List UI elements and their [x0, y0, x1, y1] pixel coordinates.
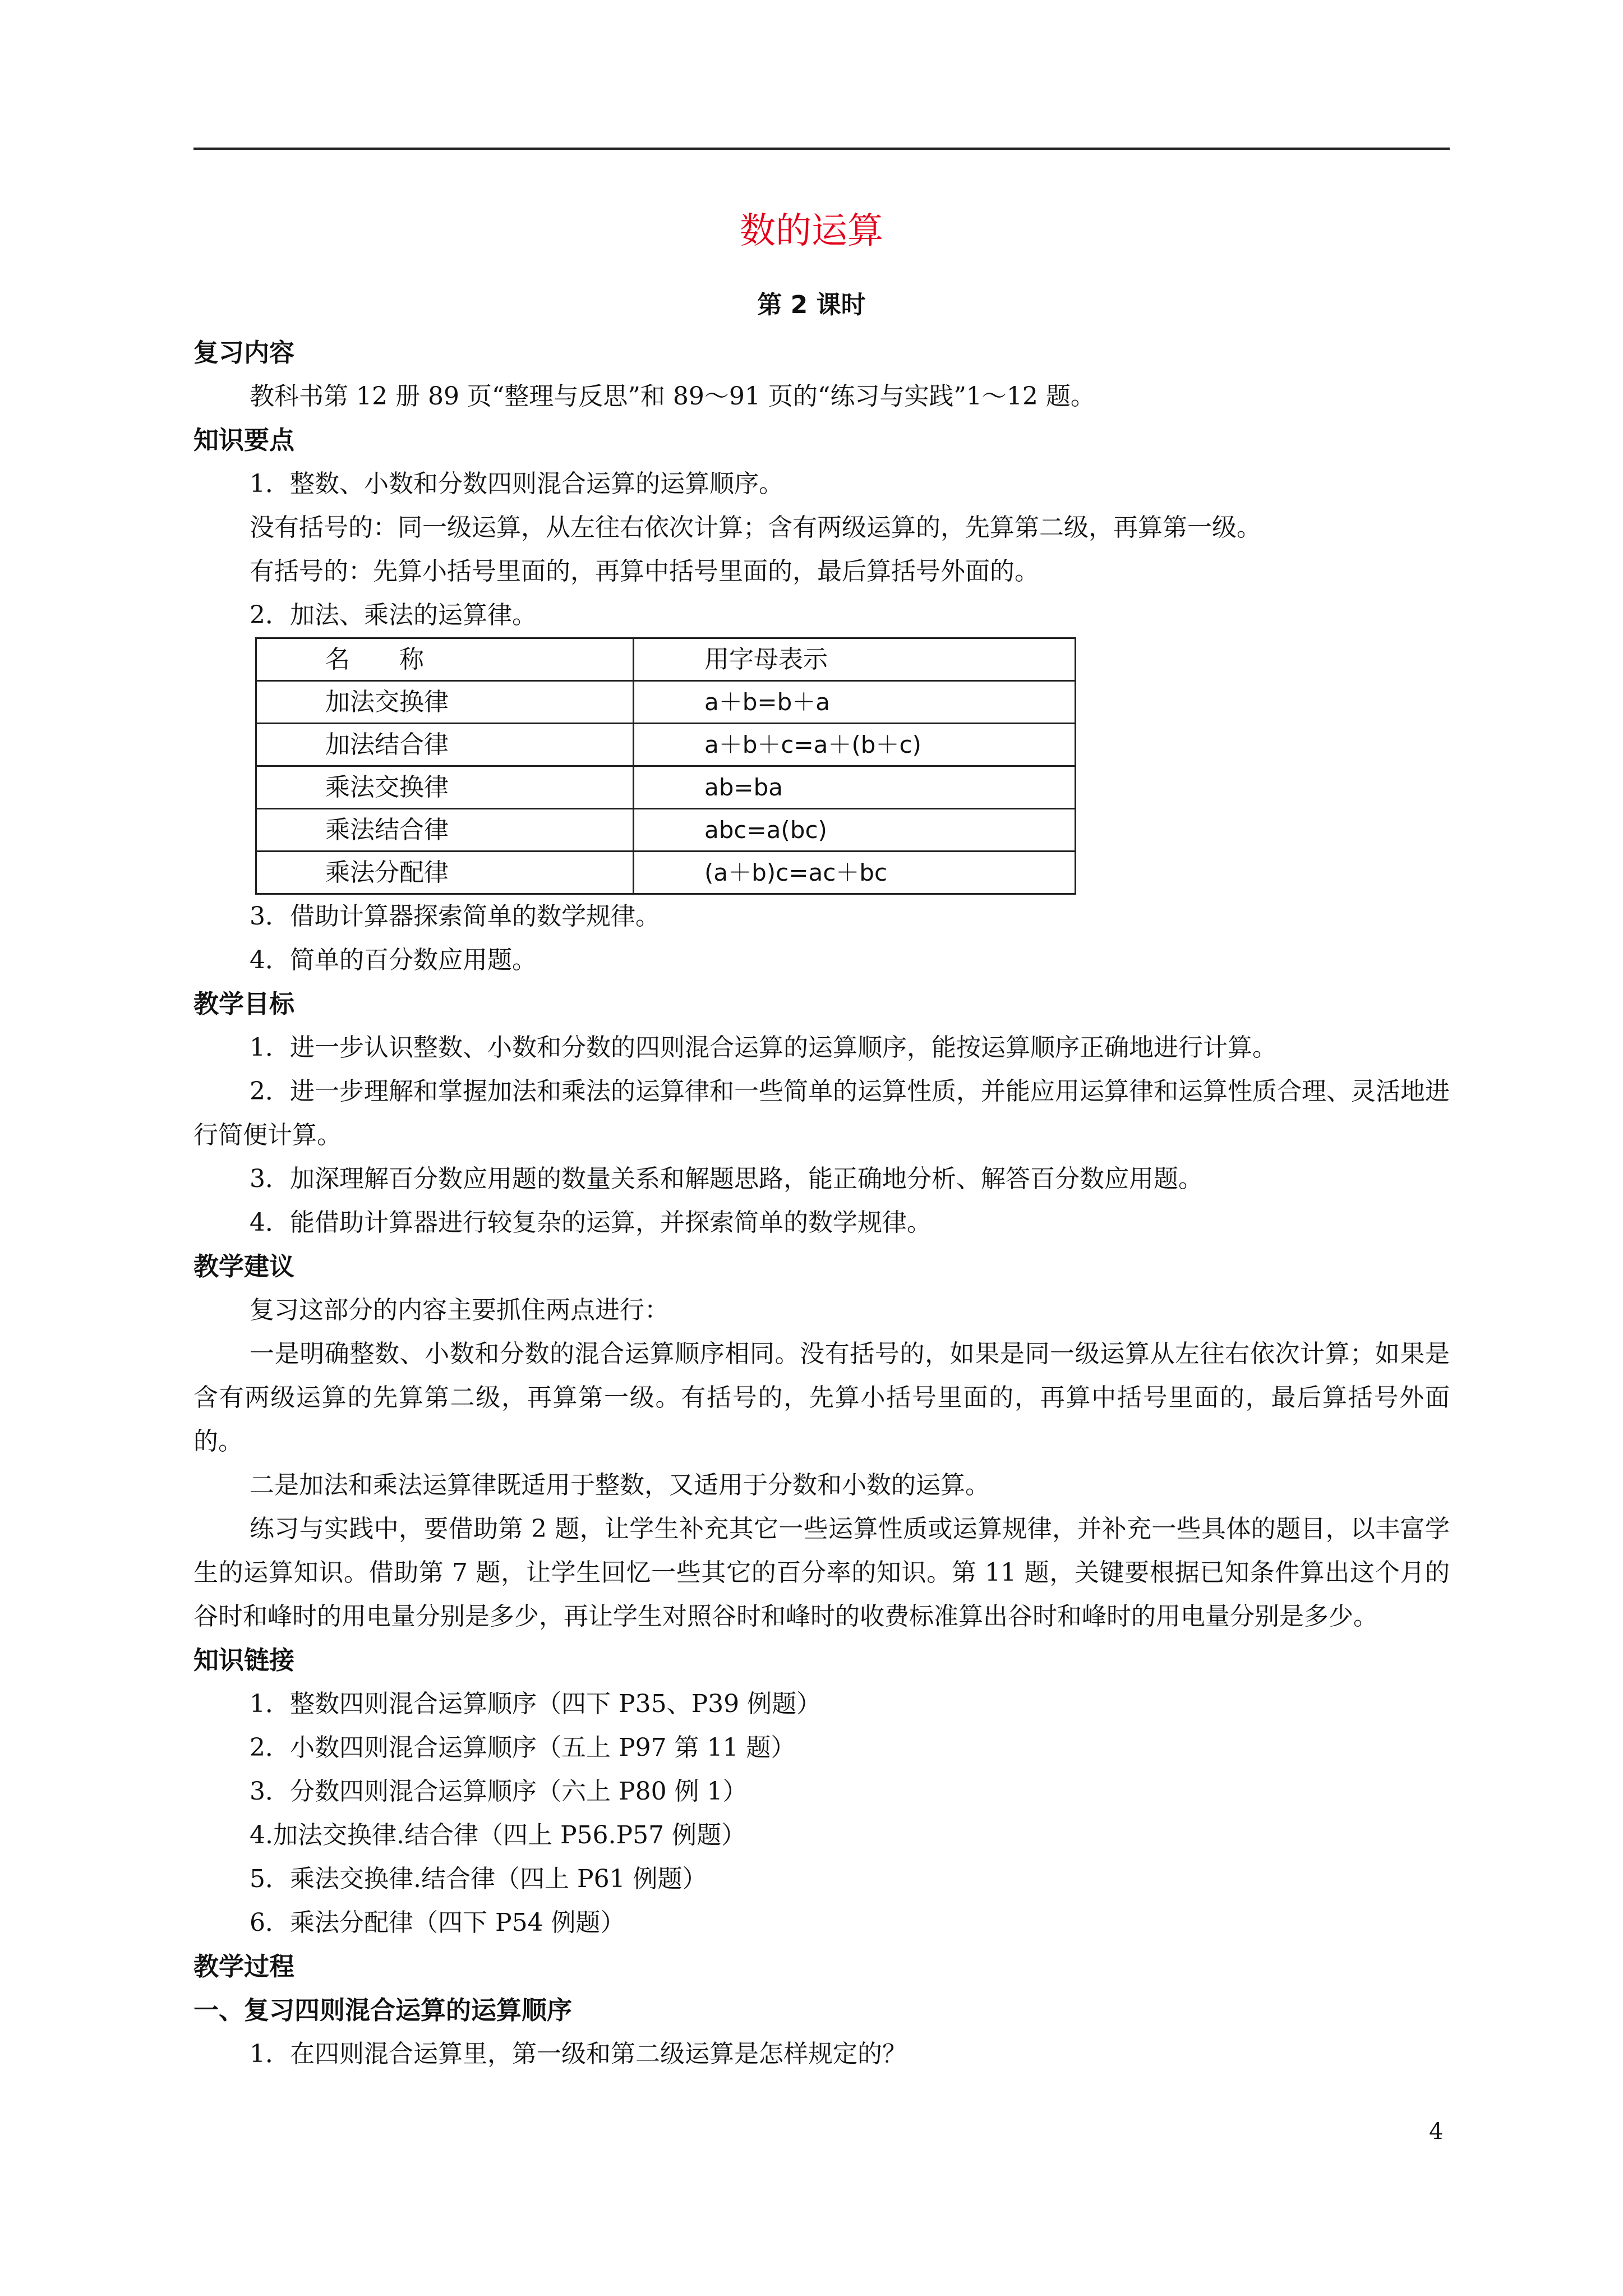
- suggestion-1: 一是明确整数、小数和分数的混合运算顺序相同。没有括号的，如果是同一级运算从左往右依次计算；如果是含有两级运算的先算第二级，再算第一级。有括号的，先算小括号里面的，再算中括号里面的，最后算括号外面的。: [193, 1340, 1450, 1456]
- operation-laws-table: [255, 637, 1076, 895]
- document-body: [193, 331, 1450, 2076]
- process-question-1: 1．在四则混合运算里，第一级和第二级运算是怎样规定的？: [250, 2040, 907, 2068]
- subheading-review-order: 一、复习四则混合运算的运算顺序: [193, 1995, 573, 2025]
- table-row: [256, 809, 1076, 852]
- review-content-text: 教科书第 12 册 89 页“整理与反思”和 89～91 页的“练习与实践”1～12 题。: [250, 382, 1095, 411]
- table-row: [256, 681, 1076, 724]
- law-formula: a＋b=b＋a: [634, 681, 1076, 724]
- key-point-2: 2．加法、乘法的运算律。: [250, 601, 537, 629]
- suggestion-intro: 复习这部分的内容主要抓住两点进行：: [250, 1296, 669, 1324]
- table-header-row: [256, 638, 1076, 681]
- table-row: [256, 852, 1076, 894]
- list-item: 1．整数四则混合运算顺序（四下 P35、P39 例题）: [250, 1690, 822, 1718]
- list-item: 3．分数四则混合运算顺序（六上 P80 例 1）: [250, 1777, 748, 1806]
- heading-review-content: 复习内容: [193, 338, 295, 367]
- table-row: [256, 724, 1076, 766]
- header-rule: [193, 148, 1450, 150]
- heading-teaching-goals: 教学目标: [193, 989, 295, 1019]
- law-name: 加法交换律: [256, 681, 634, 724]
- heading-teaching-suggestions: 教学建议: [193, 1251, 295, 1281]
- law-formula: a＋b＋c=a＋(b＋c): [634, 724, 1076, 766]
- heading-key-points: 知识要点: [193, 425, 295, 455]
- page-subtitle: 第 2 课时: [757, 291, 866, 319]
- table-header-formula: 用字母表示: [634, 638, 1076, 681]
- page-number: 4: [1429, 2119, 1444, 2145]
- key-point-with-parentheses: 有括号的：先算小括号里面的，再算中括号里面的，最后算括号外面的。: [250, 557, 1039, 586]
- law-name: 加法结合律: [256, 724, 634, 766]
- law-name: 乘法结合律: [256, 809, 634, 852]
- list-item: 4.加法交换律.结合律（四上 P56.P57 例题）: [250, 1821, 746, 1849]
- law-name: 乘法分配律: [256, 852, 634, 894]
- goal-2: 2．进一步理解和掌握加法和乘法的运算律和一些简单的运算性质，并能应用运算律和运算性质合理、灵活地进行简便计算。: [193, 1077, 1450, 1149]
- goal-4: 4．能借助计算器进行较复杂的运算，并探索简单的数学规律。: [250, 1208, 932, 1237]
- suggestion-practice: 练习与实践中，要借助第 2 题，让学生补充其它一些运算性质或运算规律，并补充一些具体的题目，以丰富学生的运算知识。借助第 7 题，让学生回忆一些其它的百分率的知识。第 11 题，关键要根据已知条件算出这个月的谷时和峰时的用电量分别是多少，再让学生对照谷时和峰时的收费标准算出谷时和峰时的用电量分别是多少。: [193, 1515, 1450, 1631]
- heading-knowledge-links: 知识链接: [193, 1645, 295, 1675]
- list-item: 5．乘法交换律.结合律（四上 P61 例题）: [250, 1865, 707, 1893]
- key-point-no-parentheses: 没有括号的：同一级运算，从左往右依次计算；含有两级运算的，先算第二级，再算第一级。: [250, 513, 1261, 542]
- law-formula: ab=ba: [634, 766, 1076, 809]
- goal-3: 3．加深理解百分数应用题的数量关系和解题思路，能正确地分析、解答百分数应用题。: [250, 1165, 1203, 1193]
- table-header-name: 名 称: [256, 638, 634, 681]
- law-formula: (a＋b)c=ac＋bc: [634, 852, 1076, 894]
- list-item: 2．小数四则混合运算顺序（五上 P97 第 11 题）: [250, 1733, 796, 1762]
- key-point-4: 4．简单的百分数应用题。: [250, 946, 537, 974]
- law-name: 乘法交换律: [256, 766, 634, 809]
- page-title: 数的运算: [740, 210, 883, 252]
- key-point-1: 1．整数、小数和分数四则混合运算的运算顺序。: [250, 470, 783, 498]
- goal-1: 1．进一步认识整数、小数和分数的四则混合运算的运算顺序，能按运算顺序正确地进行计算。: [250, 1033, 1277, 1062]
- heading-teaching-process: 教学过程: [193, 1952, 295, 1981]
- suggestion-2: 二是加法和乘法运算律既适用于整数，又适用于分数和小数的运算。: [250, 1471, 990, 1499]
- list-item: 6．乘法分配律（四下 P54 例题）: [250, 1908, 625, 1937]
- law-formula: abc=a(bc): [634, 809, 1076, 852]
- table-row: [256, 766, 1076, 809]
- key-point-3: 3．借助计算器探索简单的数学规律。: [250, 902, 660, 931]
